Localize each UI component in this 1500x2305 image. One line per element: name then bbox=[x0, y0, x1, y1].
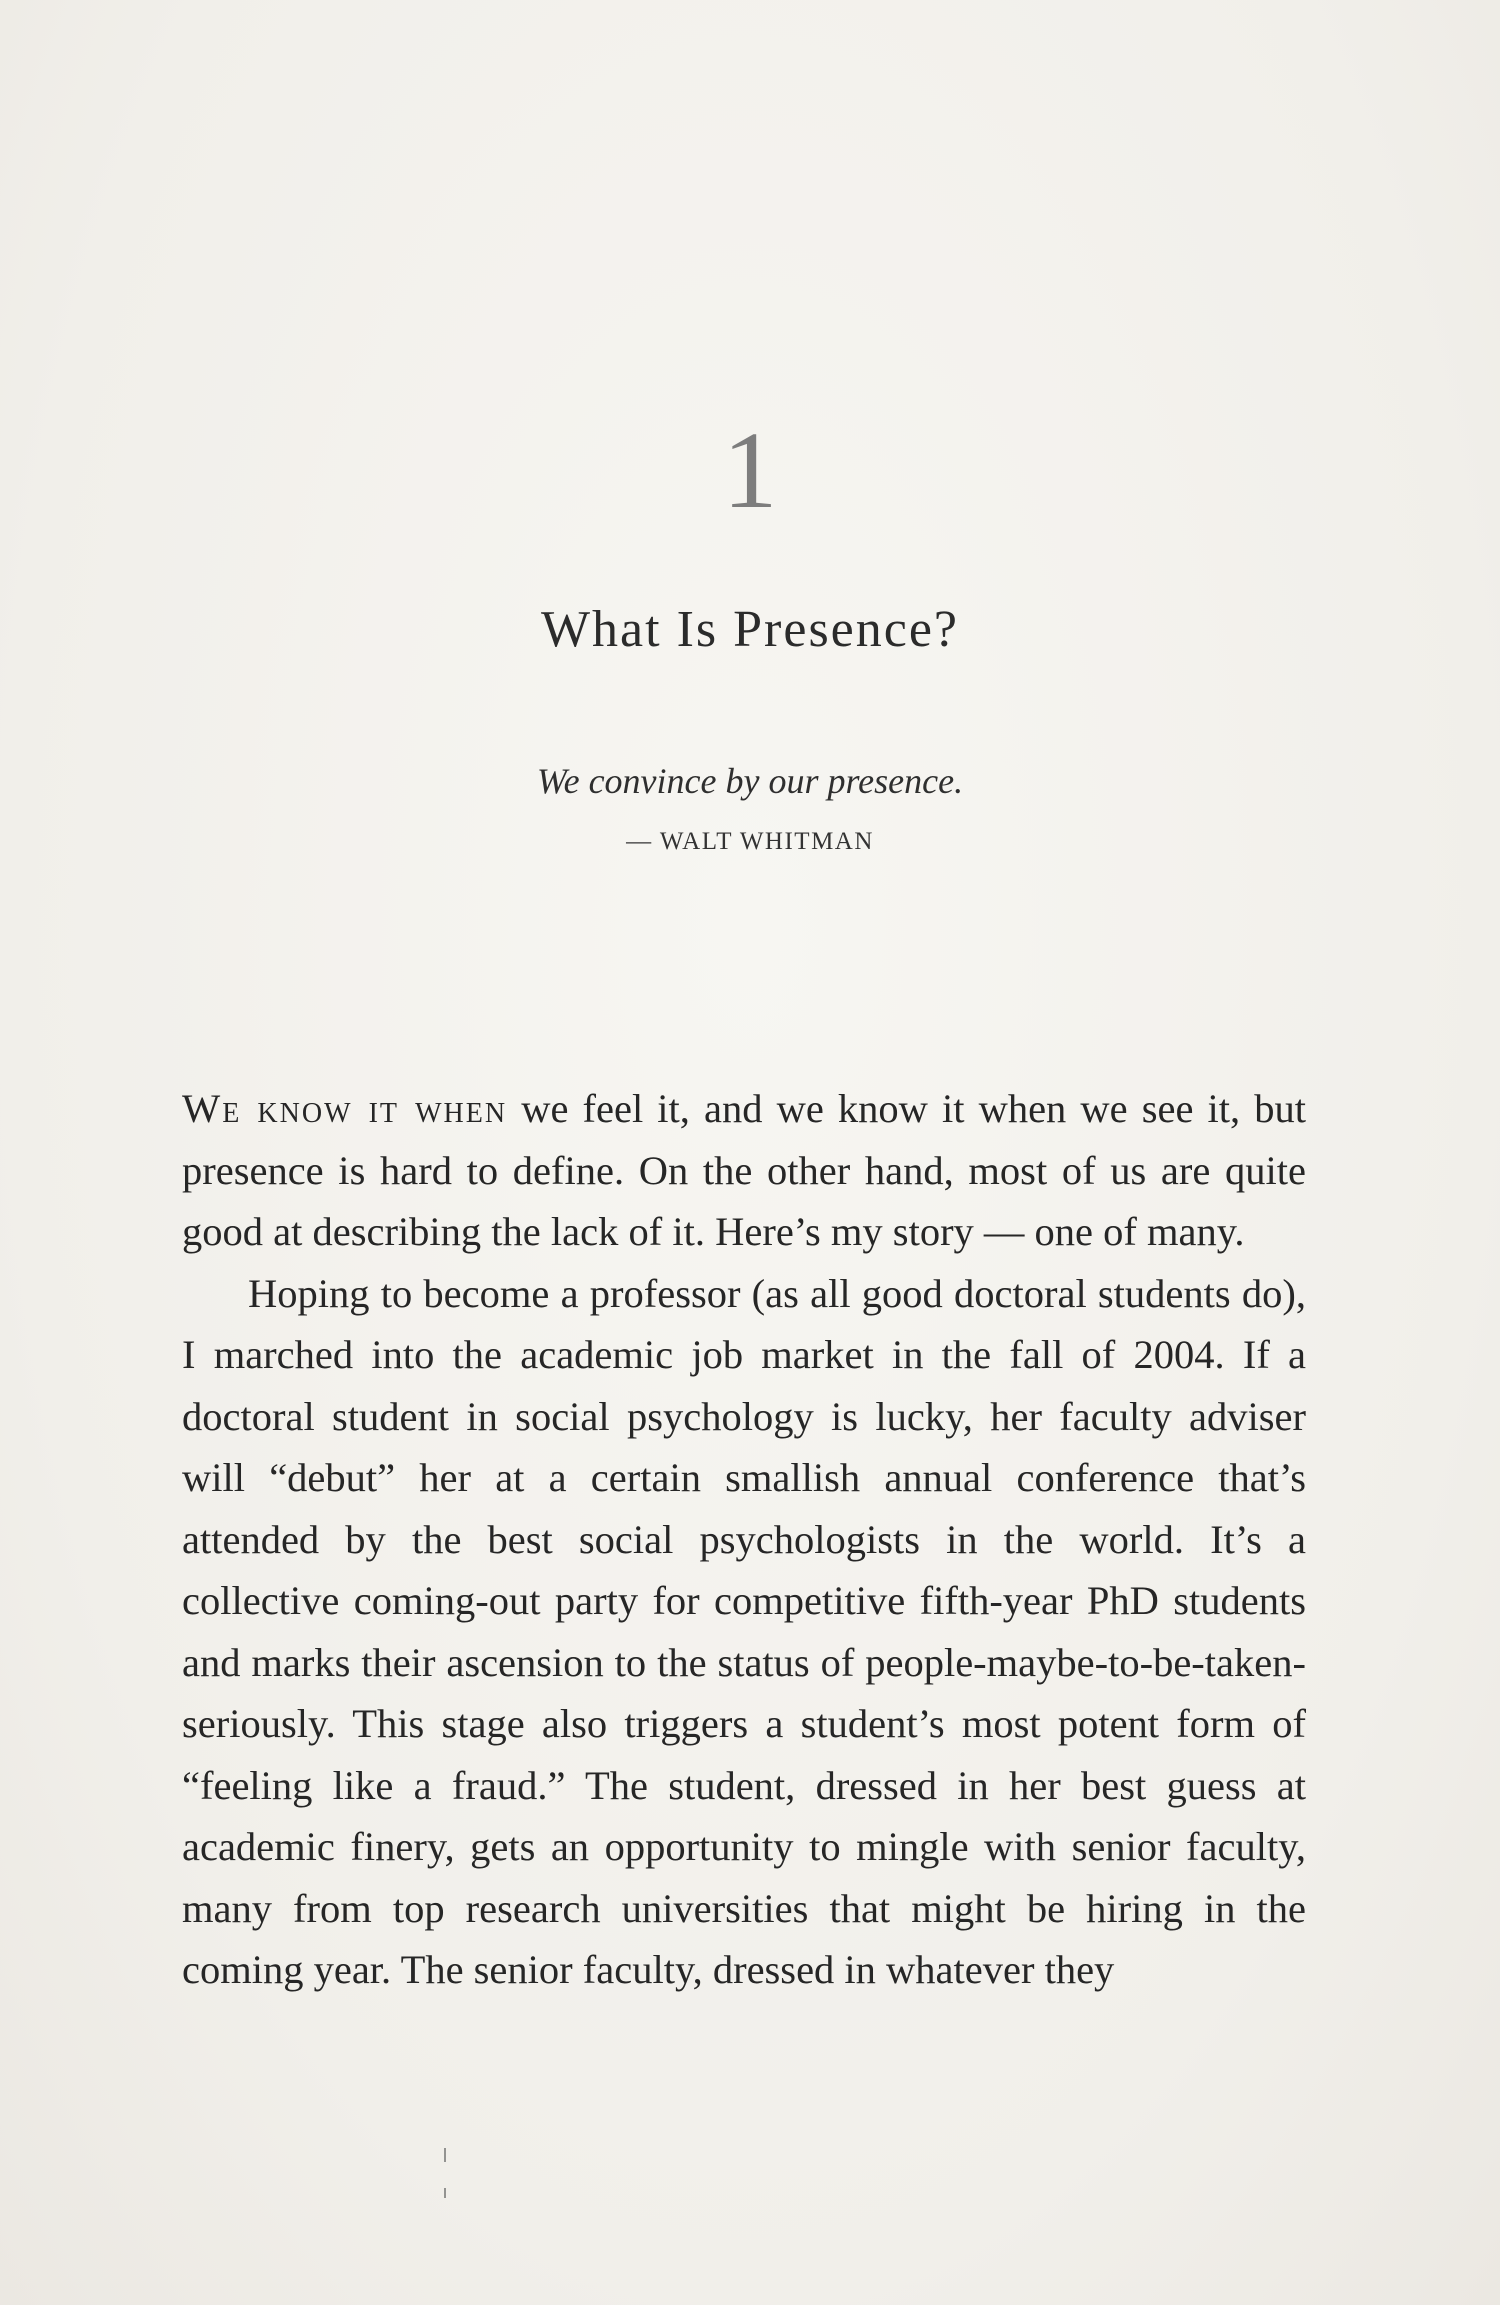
paragraph-2: Hoping to become a professor (as all good doctoral students do), I marched into the academic job market in the fall of 2004. If a doctoral student in social psychology is lucky, her faculty adviser will “debut” her at a certain smallish annual conference that’s attended by the best social psychologists in the world. It’s a collective coming-out party for competitive fifth-year PhD students and marks their ascension to the status of people-maybe-to-be-taken-seriously. This stage also triggers a student’s most potent form of “feeling like a fraud.” The student, dressed in her best guess at academic finery, gets an opportunity to mingle with senior faculty, many from top research universities that might be hiring in the coming year. The senior faculty, dressed in whatever they bbox=[182, 1270, 1306, 1992]
paragraph-1 bbox=[182, 1078, 1306, 1263]
epigraph-attribution: — WALT WHITMAN bbox=[626, 828, 874, 855]
chapter-body bbox=[182, 1078, 1306, 2001]
paragraph-1-text: we feel it, and we know it when we see it, but presence is hard to define. On the other hand, most of us are quite good at describing the lack of it. Here’s my story — one of many. bbox=[182, 1086, 1306, 1254]
epigraph-quote: We convince by our presence. bbox=[536, 761, 964, 801]
scan-mark bbox=[444, 2148, 446, 2162]
opening-smallcaps: We know it when bbox=[182, 1086, 508, 1131]
chapter-number: 1 bbox=[722, 409, 778, 531]
scan-mark bbox=[444, 2188, 446, 2198]
chapter-title: What Is Presence? bbox=[540, 601, 960, 658]
